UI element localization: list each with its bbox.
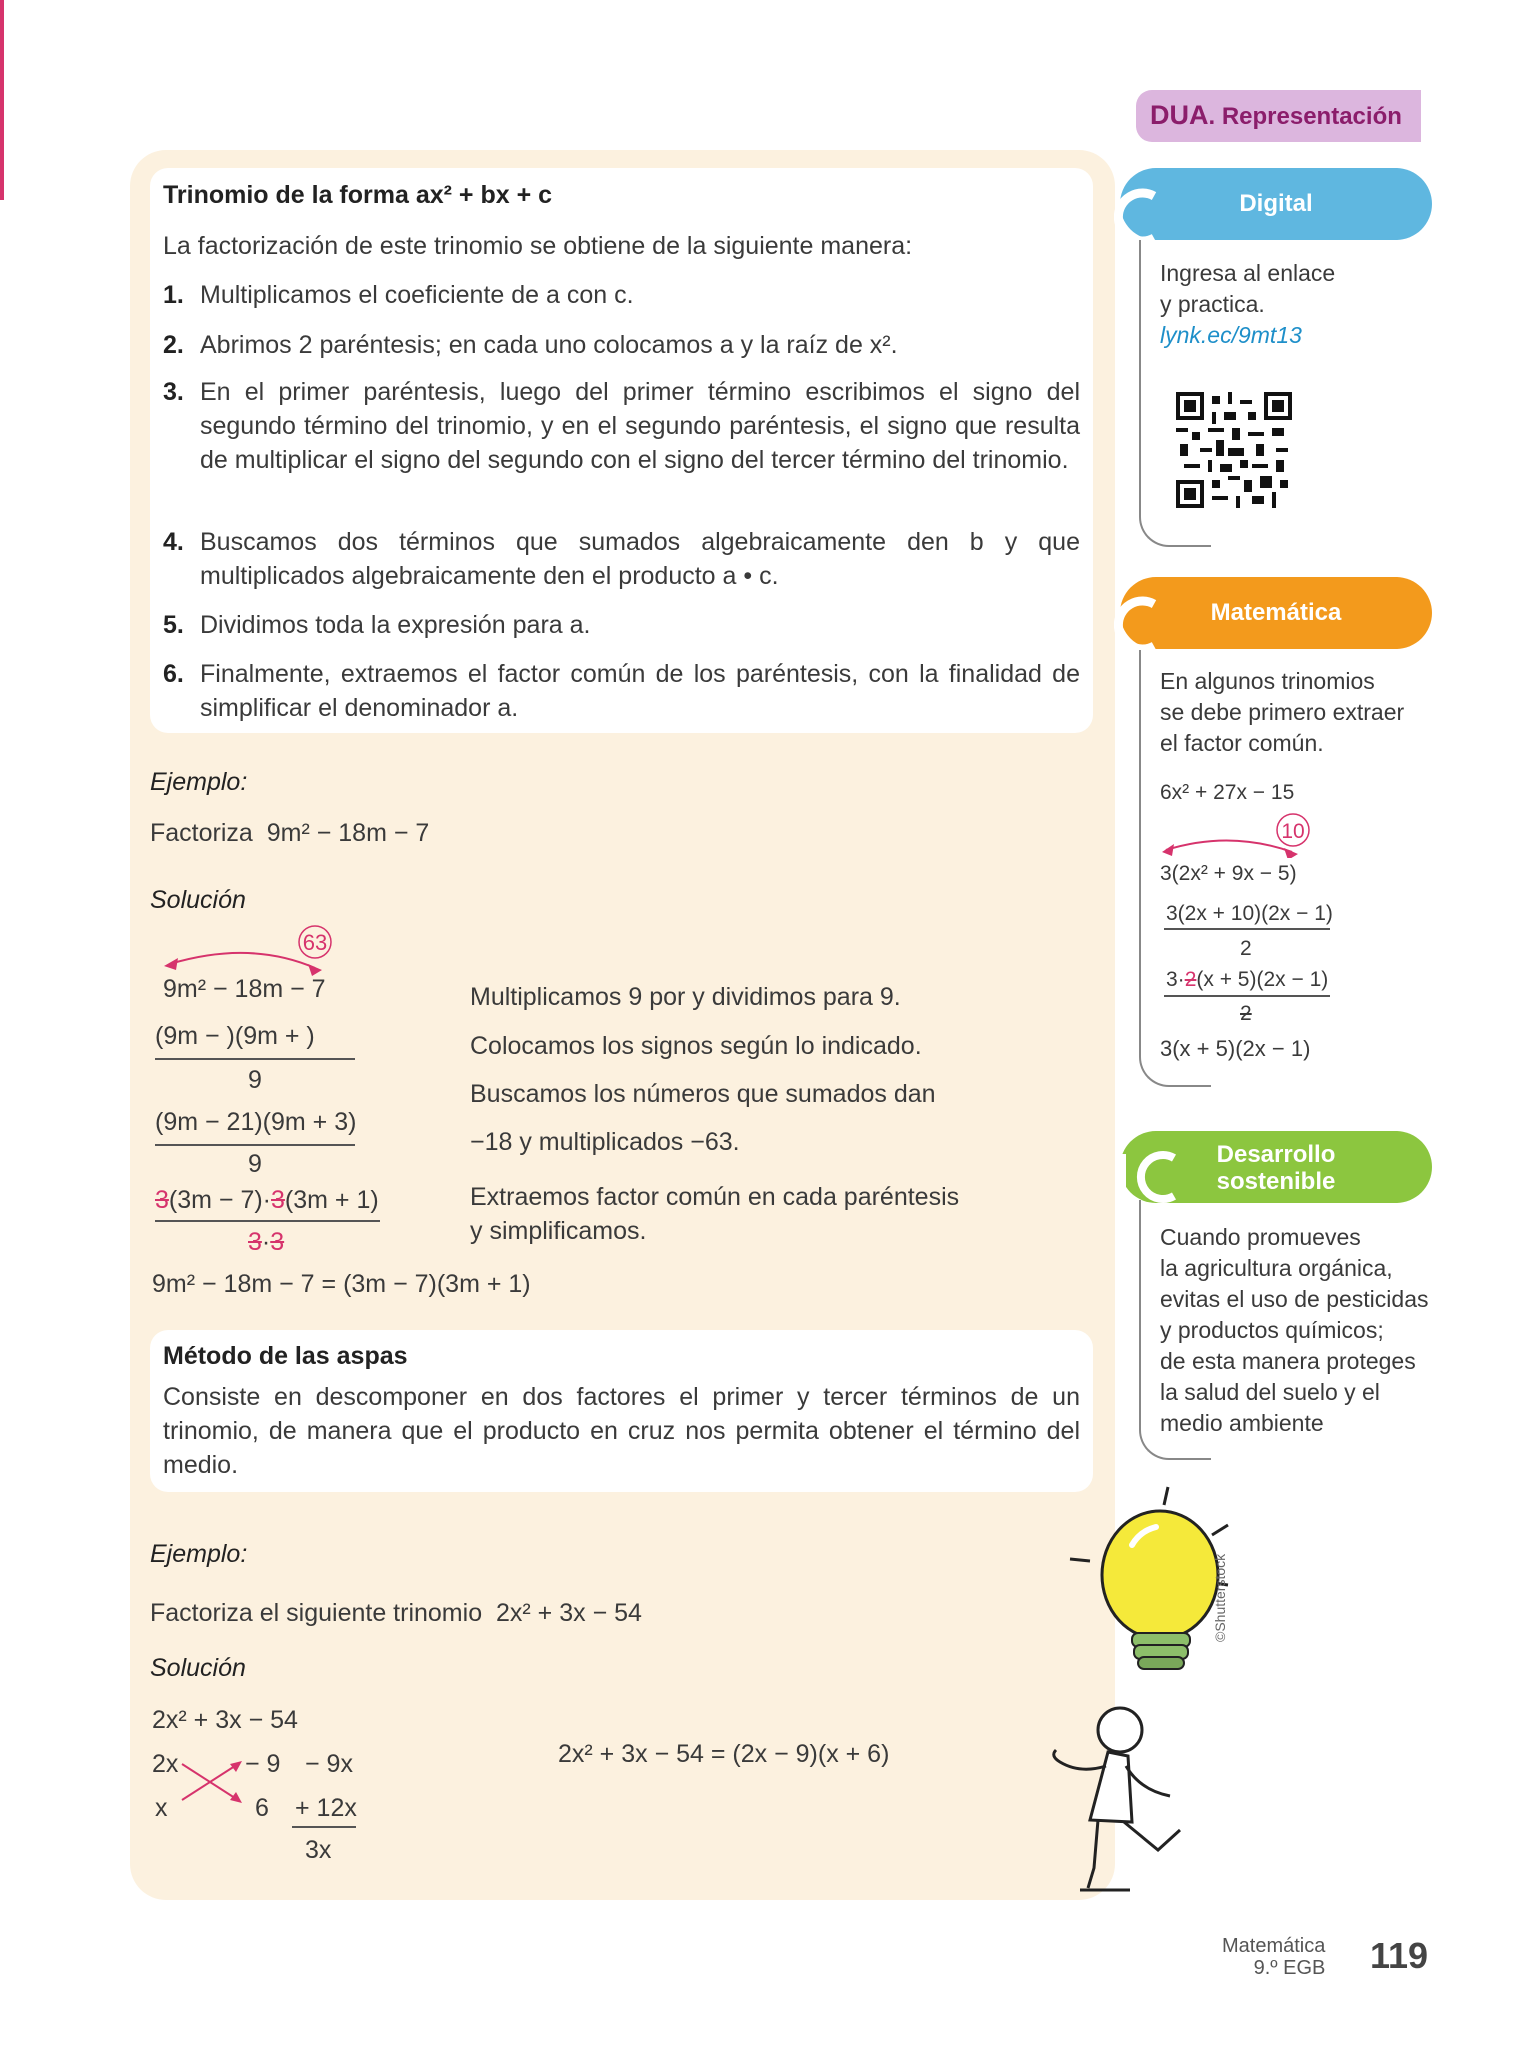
arrowhead [230, 1792, 242, 1803]
page-number: 119 [1370, 1935, 1429, 1976]
explanation-6: y simplificamos. [470, 1217, 647, 1245]
desarrollo-line: Cuando promueves [1160, 1224, 1361, 1250]
matematica-title: Matemática [1210, 599, 1342, 626]
page-edge-marker [0, 0, 4, 200]
dua-sub: . Representación [1208, 103, 1402, 130]
matematica-expr-4-den: 2 [1240, 1002, 1252, 1025]
dua-main: DUA [1150, 100, 1209, 130]
circle-63-value: 63 [302, 930, 328, 955]
step-text: Buscamos dos términos que sumados algebraicamente den b y que multiplicados algebraicamente den el producto a • c. [200, 528, 1080, 590]
example-expression: 2x² + 3x − 54 [496, 1599, 642, 1627]
desarrollo-line: y productos químicos; [1160, 1317, 1384, 1343]
photo-credit: ©Shutterstock [1212, 1553, 1228, 1642]
aspas-r1c: − 9x [305, 1750, 353, 1778]
example-label: Ejemplo: [150, 768, 248, 796]
cancel-mark: 2 [1184, 968, 1197, 991]
cancel-mark: 3 [155, 1186, 169, 1214]
arrowhead [1284, 848, 1298, 858]
step-text: En el primer paréntesis, luego del primer término escribimos el signo del segundo término del trinomio, y en el segundo paréntesis, el signo que resulta de multiplicar el signo del segundo con el signo del tercer término del trinomio. [200, 378, 1080, 474]
desarrollo-title-2: sostenible [1216, 1168, 1336, 1195]
prompt-text: Factoriza el siguiente trinomio [150, 1599, 483, 1627]
stick-figure-illustration [1020, 1700, 1220, 1910]
explanation-5: Extraemos factor común en cada paréntesis [470, 1183, 960, 1211]
step-number: 3. [163, 378, 184, 406]
qr-code-icon[interactable] [1176, 392, 1292, 508]
cancel-mark: 3 [248, 1228, 262, 1256]
matematica-line-3: el factor común. [1160, 730, 1324, 756]
step-6 [163, 657, 1080, 725]
aspas-r1a: 2x [152, 1750, 179, 1778]
step-5 [163, 608, 1080, 642]
solution-label: Solución [150, 886, 246, 914]
factor-a: (3m − 7)· [168, 1186, 272, 1214]
aspas-r1b: − 9 [245, 1750, 281, 1778]
method-title: Método de las aspas [163, 1342, 408, 1370]
matematica-expr-4-num [1166, 964, 1328, 995]
factor-b: (3m + 1) [284, 1186, 379, 1214]
digital-line-1: Ingresa al enlace [1160, 260, 1336, 286]
desarrollo-line: de esta manera proteges [1160, 1348, 1416, 1374]
work-line-3-num: (9m − 21)(9m + 3) [155, 1108, 357, 1136]
matematica-line-2: se debe primero extraer [1160, 699, 1405, 725]
matematica-expr-2: 3(2x² + 9x − 5) [1160, 862, 1297, 885]
footer-grade: 9.º EGB [1253, 1957, 1326, 1979]
step-3 [163, 375, 1080, 511]
footer-label [1222, 1935, 1325, 1979]
footer-subject: Matemática [1222, 1935, 1326, 1957]
example-prompt [150, 1596, 642, 1630]
fraction-bar [1164, 995, 1330, 997]
arrow-diagram-63 [160, 920, 370, 980]
digital-header [1120, 168, 1432, 240]
step-1 [163, 278, 1080, 312]
aspas-r2a: x [155, 1794, 168, 1822]
fraction-bar [1164, 928, 1330, 930]
digital-line-2: y practica. [1160, 291, 1265, 317]
step-text: Abrimos 2 paréntesis; en cada uno colocamos a y la raíz de x². [200, 331, 898, 359]
desarrollo-title-1: Desarrollo [1216, 1141, 1336, 1168]
desarrollo-line: medio ambiente [1160, 1410, 1324, 1436]
method-text: Consiste en descomponer en dos factores el primer y tercer términos de un trinomio, de manera que el producto en cruz nos permita obtener el término del medio. [163, 1383, 1080, 1479]
curved-arrow [1166, 840, 1292, 852]
arrowhead [230, 1761, 242, 1772]
work-line-2-den: 9 [248, 1066, 262, 1094]
desarrollo-text [1160, 1222, 1429, 1439]
digital-link[interactable]: lynk.ec/9mt13 [1160, 322, 1302, 348]
desarrollo-line: evitas el uso de pesticidas [1160, 1286, 1429, 1312]
digital-title: Digital [1239, 190, 1313, 217]
work-line-4-num [155, 1186, 379, 1215]
desarrollo-line: la salud del suelo y el [1160, 1379, 1380, 1405]
work-line-2-num: (9m − )(9m + ) [155, 1022, 315, 1050]
explanation-2: Colocamos los signos según lo indicado. [470, 1032, 922, 1060]
expr-post: (x + 5)(2x − 1) [1196, 968, 1329, 991]
matematica-expr-3-den: 2 [1240, 937, 1252, 960]
expr-pre: 3· [1166, 968, 1185, 991]
step-text: Dividimos toda la expresión para a. [200, 611, 591, 639]
explanation-4: −18 y multiplicados −63. [470, 1128, 740, 1156]
desarrollo-line: la agricultura orgánica, [1160, 1255, 1393, 1281]
step-2 [163, 328, 1080, 362]
example-expression: 9m² − 18m − 7 [266, 819, 430, 847]
step-number: 5. [163, 611, 184, 639]
explanation-3: Buscamos los números que sumados dan [470, 1080, 936, 1108]
work-line-1: 9m² − 18m − 7 [163, 975, 326, 1003]
step-number: 6. [163, 660, 184, 688]
matematica-header [1120, 577, 1432, 649]
solution-label: Solución [150, 1654, 246, 1682]
aspas-result: 2x² + 3x − 54 = (2x − 9)(x + 6) [558, 1740, 890, 1768]
step-number: 2. [163, 331, 184, 359]
step-number: 4. [163, 528, 184, 556]
cross-arrows [178, 1758, 248, 1808]
arrowhead [1162, 844, 1174, 856]
fraction-bar [155, 1220, 380, 1222]
curved-arrow [170, 953, 315, 968]
fraction-bar [155, 1144, 355, 1146]
example-prompt [150, 816, 429, 850]
dua-title [1150, 100, 1402, 131]
sum-bar [292, 1826, 356, 1828]
matematica-line-1: En algunos trinomios [1160, 668, 1375, 694]
step-number: 1. [163, 281, 184, 309]
step-text: Multiplicamos el coeficiente de a con c. [200, 281, 634, 309]
section-title: Trinomio de la forma ax² + bx + c [163, 181, 553, 209]
cancel-mark: 3 [270, 1228, 285, 1256]
prompt-text: Factoriza [150, 819, 253, 847]
step-4 [163, 525, 1080, 593]
dot: · [261, 1228, 271, 1256]
aspas-top: 2x² + 3x − 54 [152, 1706, 298, 1734]
explanation-1: Multiplicamos 9 por y dividimos para 9. [470, 983, 901, 1011]
example-result: 9m² − 18m − 7 = (3m − 7)(3m + 1) [152, 1270, 531, 1298]
matematica-expr-1: 6x² + 27x − 15 [1160, 781, 1295, 804]
work-line-3-den: 9 [248, 1150, 262, 1178]
aspas-sum: 3x [305, 1836, 332, 1864]
arrow-diagram-10 [1160, 808, 1340, 858]
aspas-r2c: + 12x [295, 1794, 357, 1822]
matematica-expr-3-num: 3(2x + 10)(2x − 1) [1166, 902, 1333, 925]
circle-10-value: 10 [1281, 820, 1305, 843]
fraction-bar [155, 1058, 355, 1060]
cancel-mark: 3 [271, 1186, 285, 1214]
intro-text: La factorización de este trinomio se obtiene de la siguiente manera: [163, 232, 913, 260]
example-label: Ejemplo: [150, 1540, 248, 1568]
matematica-expr-5: 3(x + 5)(2x − 1) [1160, 1036, 1311, 1061]
step-text: Finalmente, extraemos el factor común de los paréntesis, con la finalidad de simplificar el denominador a. [200, 660, 1080, 722]
work-line-4-den [248, 1228, 284, 1257]
arrowhead-left [164, 958, 178, 970]
aspas-r2b: 6 [255, 1794, 269, 1822]
